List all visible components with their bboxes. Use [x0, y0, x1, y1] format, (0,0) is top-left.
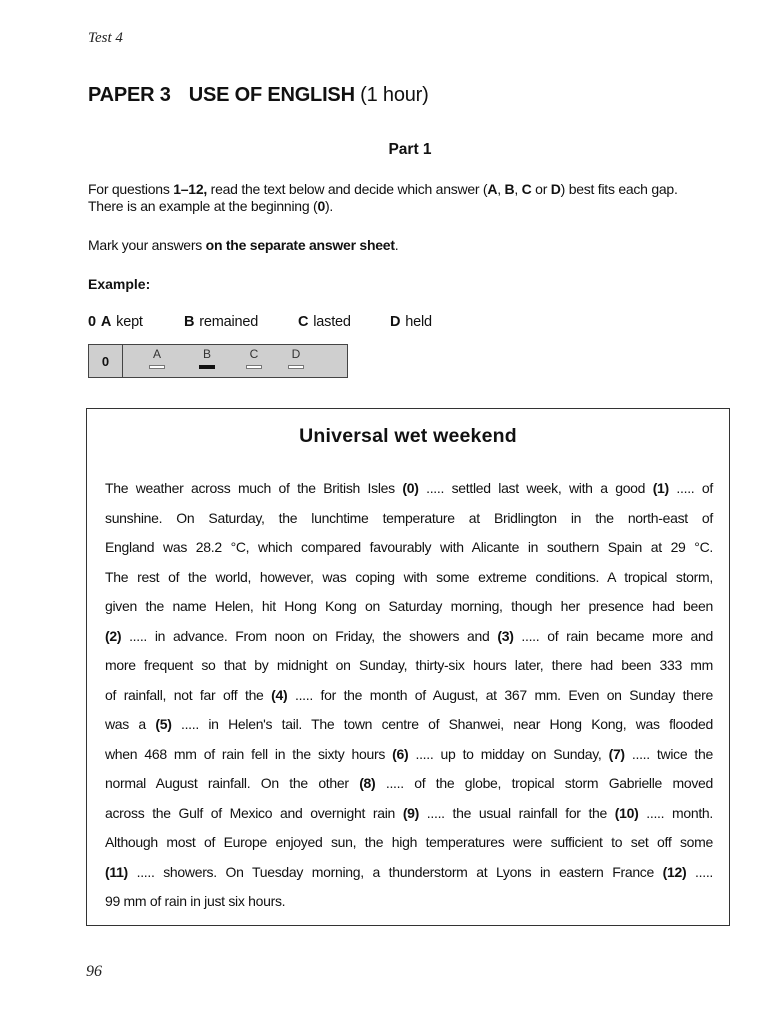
example-option-b: B remained [184, 314, 259, 330]
text-segment: ..... of the globe, tropical storm Gabrielle moved [375, 775, 713, 791]
text-segment: ..... showers. On Tuesday morning, a thunderstorm at Lyons in eastern France [127, 863, 663, 880]
example-label: Example: [88, 276, 151, 292]
text-segment: given the name Helen, hit Hong Kong on Saturday morning, though her presence had been [105, 598, 713, 614]
answer-grid-cell-b: B [197, 347, 217, 369]
text-segment: ..... the usual rainfall for the [419, 804, 615, 821]
text-segment: ..... [686, 863, 713, 880]
answer-mark-d [288, 365, 304, 369]
gap-number: (3) [497, 627, 514, 644]
text-segment: Although most of Europe enjoyed sun, the high temperatures were sufficient to set off some [105, 834, 713, 850]
text-segment: sunshine. On Saturday, the lunchtime temperature at Bridlington in the north-east of [105, 509, 713, 526]
text-segment: ..... twice the [624, 745, 713, 762]
text-segment: ..... of [668, 480, 713, 496]
example-option-d: D held [390, 314, 432, 330]
instructions-questions: For questions 1–12, read the text below and decide which answer (A, B, C or D) best fits each gap. There is an example at the beginning (0). [88, 181, 678, 214]
text-line [105, 892, 713, 922]
text-body [105, 479, 713, 922]
running-head: Test 4 [88, 30, 123, 46]
answer-grid-cell-c: C [244, 347, 264, 369]
answer-mark-b [199, 365, 215, 369]
gap-number: (9) [402, 804, 420, 821]
paper-duration: (1 hour) [360, 84, 429, 106]
gap-number: (5) [155, 716, 172, 732]
gap-number: (6) [392, 745, 409, 762]
reading-text-box [86, 408, 730, 926]
instructions-answer-sheet: Mark your answers on the separate answer sheet. [88, 237, 399, 253]
text-line [105, 656, 713, 686]
gap-number: (2) [105, 627, 122, 644]
text-line [105, 804, 713, 834]
text-segment: was a [105, 716, 156, 732]
text-segment: when 468 mm of rain fell in the sixty hours [105, 745, 393, 762]
text-segment: England was 28.2 °C, which compared favourably with Alicante in southern Spain at 29 °C. [105, 539, 713, 555]
paper-heading [88, 84, 429, 107]
paper-section: USE OF ENGLISH [188, 84, 355, 106]
text-line [105, 863, 713, 893]
page-number: 96 [86, 963, 102, 980]
answer-grid-number: 0 [89, 345, 123, 377]
text-segment: of rainfall, not far off the [105, 686, 272, 703]
gap-number: (0) [402, 480, 419, 496]
text-segment: ..... month. [638, 804, 714, 821]
text-line [105, 715, 713, 745]
text-line [105, 509, 713, 539]
gap-number: (12) [662, 863, 687, 880]
gap-number: (11) [105, 863, 128, 880]
gap-number: (10) [614, 804, 639, 821]
text-title: Universal wet weekend [299, 425, 517, 447]
answer-grid-cell-a: A [147, 347, 167, 369]
part-title: Part 1 [388, 141, 432, 158]
answer-mark-a [149, 365, 165, 369]
text-segment: ..... settled last week, with a good [418, 480, 653, 496]
text-line [105, 774, 713, 804]
text-line [105, 597, 713, 627]
text-line [105, 538, 713, 568]
example-option-c: C lasted [298, 314, 351, 330]
text-line [105, 479, 713, 509]
text-segment: The weather across much of the British Isles [105, 480, 403, 496]
gap-number: (1) [652, 480, 669, 496]
text-segment: normal August rainfall. On the other [105, 775, 360, 791]
text-segment: 99 mm of rain in just six hours. [105, 893, 286, 909]
text-segment: ..... in Helen's tail. The town centre of Shanwei, near Hong Kong, was flooded [171, 716, 713, 732]
paper-number: PAPER 3 [88, 84, 171, 106]
text-segment: more frequent so that by midnight on Sunday, thirty-six hours later, there had been 333 mm [105, 657, 713, 673]
text-line [105, 627, 713, 657]
text-line [105, 745, 713, 775]
example-answer-grid [88, 344, 348, 378]
gap-number: (4) [271, 686, 288, 703]
text-segment: The rest of the world, however, was coping with some extreme conditions. A tropical storm, [105, 568, 713, 585]
example-option-a: 0 A kept [88, 314, 143, 330]
text-line [105, 833, 713, 863]
text-segment: ..... of rain became more and [513, 627, 714, 644]
text-line [105, 686, 713, 716]
text-segment: ..... up to midday on Sunday, [408, 745, 609, 762]
text-segment: across the Gulf of Mexico and overnight rain [105, 804, 403, 821]
gap-number: (7) [608, 745, 625, 762]
answer-mark-c [246, 365, 262, 369]
text-line [105, 568, 713, 598]
gap-number: (8) [359, 775, 376, 791]
answer-grid-cell-d: D [286, 347, 306, 369]
text-segment: ..... in advance. From noon on Friday, the showers and [121, 627, 498, 644]
text-segment: ..... for the month of August, at 367 mm. Even on Sunday there [287, 686, 713, 703]
